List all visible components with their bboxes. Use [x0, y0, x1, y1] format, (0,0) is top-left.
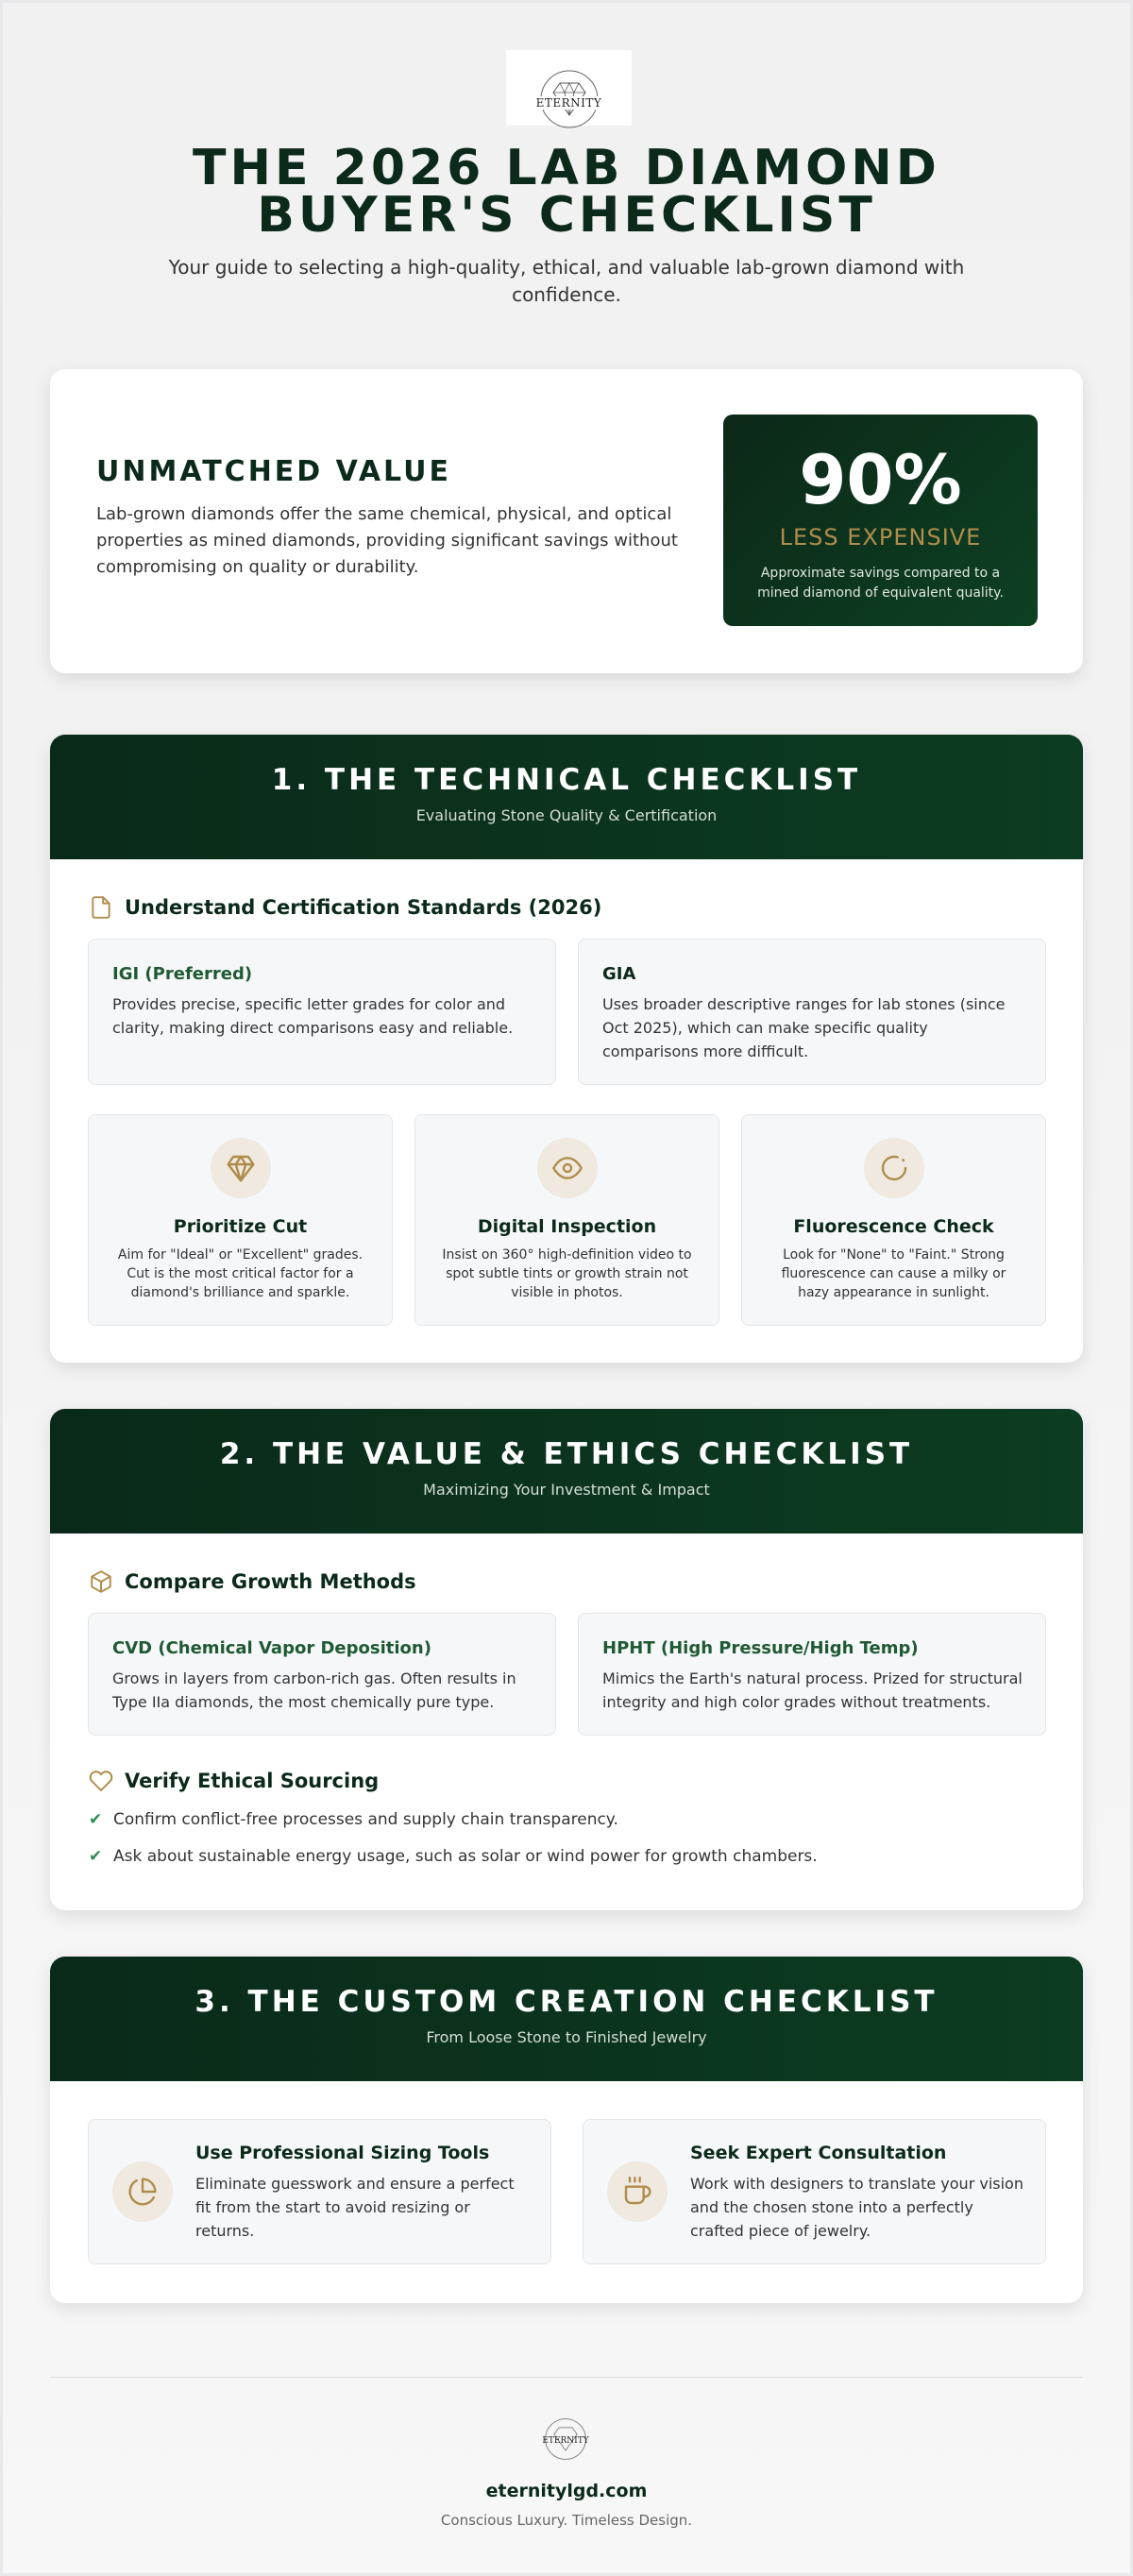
tip-icon-circle: [864, 1138, 924, 1198]
cert-heading: [89, 895, 601, 920]
growth-box-cvd: [88, 1613, 556, 1736]
growth-box-text: Mimics the Earth's natural process. Prized for structural integrity and high color grades without treatments.: [602, 1669, 1023, 1711]
ethics-section: [50, 1409, 1083, 1910]
section-title: 2. THE VALUE & ETHICS CHECKLIST: [219, 1437, 914, 1471]
pie-chart-icon: [127, 2177, 158, 2207]
cert-box-gia: [578, 939, 1046, 1085]
custom-icon-circle: [112, 2161, 173, 2222]
section-subtitle: From Loose Stone to Finished Jewelry: [426, 2028, 707, 2046]
section-header: [50, 1957, 1083, 2081]
stat-number: 90%: [799, 440, 962, 519]
brand-logo: [506, 50, 632, 126]
check-icon: ✔: [89, 1810, 103, 1829]
file-icon: [89, 895, 113, 920]
footer-logo-text: ETERNITY: [542, 2436, 589, 2446]
heart-icon: [89, 1769, 113, 1793]
custom-item-text: Eliminate guesswork and ensure a perfect fit from the start to avoid resizing or returns.: [195, 2175, 515, 2240]
tip-card-fluorescence: [741, 1114, 1046, 1326]
tip-icon-circle: [537, 1138, 598, 1198]
page-title-text: THE 2026 LAB DIAMOND BUYER'S CHECKLIST: [193, 140, 940, 244]
tip-title: Fluorescence Check: [793, 1216, 994, 1237]
eye-icon: [552, 1153, 583, 1183]
section-subtitle: Maximizing Your Investment & Impact: [423, 1481, 710, 1499]
tip-card-cut: [88, 1114, 393, 1326]
growth-heading: [89, 1569, 416, 1594]
growth-box-title: CVD (Chemical Vapor Deposition): [112, 1638, 431, 1658]
cert-heading-text: Understand Certification Standards (2026): [125, 896, 602, 919]
growth-box-hpht: [578, 1613, 1046, 1736]
sourcing-heading-text: Verify Ethical Sourcing: [125, 1770, 380, 1792]
section-title: 3. THE CUSTOM CREATION CHECKLIST: [194, 1985, 939, 2019]
tip-text: Insist on 360° high-definition video to spot subtle tints or growth strain not visible in photos.: [442, 1247, 692, 1300]
check-icon: ✔: [89, 1847, 103, 1866]
custom-item-consultation: [583, 2119, 1046, 2264]
section-header: [50, 735, 1083, 859]
checklist-item: [89, 1846, 818, 1867]
custom-icon-circle: [607, 2161, 668, 2222]
coffee-icon: [622, 2177, 652, 2207]
tip-card-inspection: [414, 1114, 719, 1326]
cert-box-text: Provides precise, specific letter grades for color and clarity, making direct comparisons easy and reliable.: [112, 995, 514, 1037]
page: [3, 3, 1130, 2573]
tip-title: Prioritize Cut: [173, 1216, 308, 1237]
tip-icon-circle: [211, 1138, 271, 1198]
custom-item-sizing: [88, 2119, 551, 2264]
custom-item-text: Work with designers to translate your vision and the chosen stone into a perfectly crafted piece of jewelry.: [690, 2175, 1023, 2240]
page-subtitle: Your guide to selecting a high-quality, ethical, and valuable lab-grown diamond with confidence.: [168, 256, 965, 306]
sourcing-heading: [89, 1769, 379, 1793]
box-icon: [89, 1569, 113, 1594]
cert-box-title: GIA: [602, 964, 636, 984]
value-card: [50, 369, 1083, 673]
section-title: 1. THE TECHNICAL CHECKLIST: [271, 763, 862, 797]
loader-icon: [879, 1153, 909, 1183]
logo-text: ETERNITY: [535, 96, 602, 110]
value-title: UNMATCHED VALUE: [96, 455, 451, 488]
stat-note: Approximate savings compared to a mined diamond of equivalent quality.: [757, 566, 1004, 601]
cert-box-text: Uses broader descriptive ranges for lab stones (since Oct 2025), which can make specific quality comparisons more difficult.: [602, 995, 1006, 1060]
tip-title: Digital Inspection: [477, 1216, 657, 1237]
tip-text: Look for "None" to "Faint." Strong fluorescence can cause a milky or hazy appearance in sunlight.: [781, 1247, 1006, 1300]
checklist-item: [89, 1809, 618, 1830]
technical-section: [50, 735, 1083, 1363]
custom-section: [50, 1957, 1083, 2303]
page-title: [3, 140, 1130, 244]
savings-stat: [723, 415, 1038, 626]
cert-box-igi: [88, 939, 556, 1085]
stat-label: LESS EXPENSIVE: [779, 524, 982, 551]
cert-box-title: IGI (Preferred): [112, 964, 253, 984]
growth-heading-text: Compare Growth Methods: [125, 1570, 416, 1593]
footer-tagline: Conscious Luxury. Timeless Design.: [440, 2512, 693, 2529]
custom-item-title: Seek Expert Consultation: [690, 2143, 947, 2163]
checklist-item-text: Confirm conflict-free processes and supply chain transparency.: [113, 1810, 618, 1829]
footer-divider: [50, 2377, 1083, 2378]
section-header: [50, 1409, 1083, 1534]
checklist-item-text: Ask about sustainable energy usage, such as solar or wind power for growth chambers.: [113, 1847, 818, 1866]
value-text: Lab-grown diamonds offer the same chemical, physical, and optical properties as mined diamonds, providing significant savings without compromising on quality or durability.: [96, 504, 678, 577]
tip-text: Aim for "Ideal" or "Excellent" grades. Cut is the most critical factor for a diamond's brilliance and sparkle.: [117, 1247, 364, 1300]
growth-box-text: Grows in layers from carbon-rich gas. Often results in Type IIa diamonds, the most chemically pure type.: [112, 1669, 516, 1711]
gem-icon: [226, 1153, 256, 1183]
custom-item-title: Use Professional Sizing Tools: [195, 2143, 490, 2163]
footer-website-link[interactable]: eternitylgd.com: [485, 2481, 648, 2501]
growth-box-title: HPHT (High Pressure/High Temp): [602, 1638, 919, 1658]
section-subtitle: Evaluating Stone Quality & Certification: [415, 806, 718, 824]
